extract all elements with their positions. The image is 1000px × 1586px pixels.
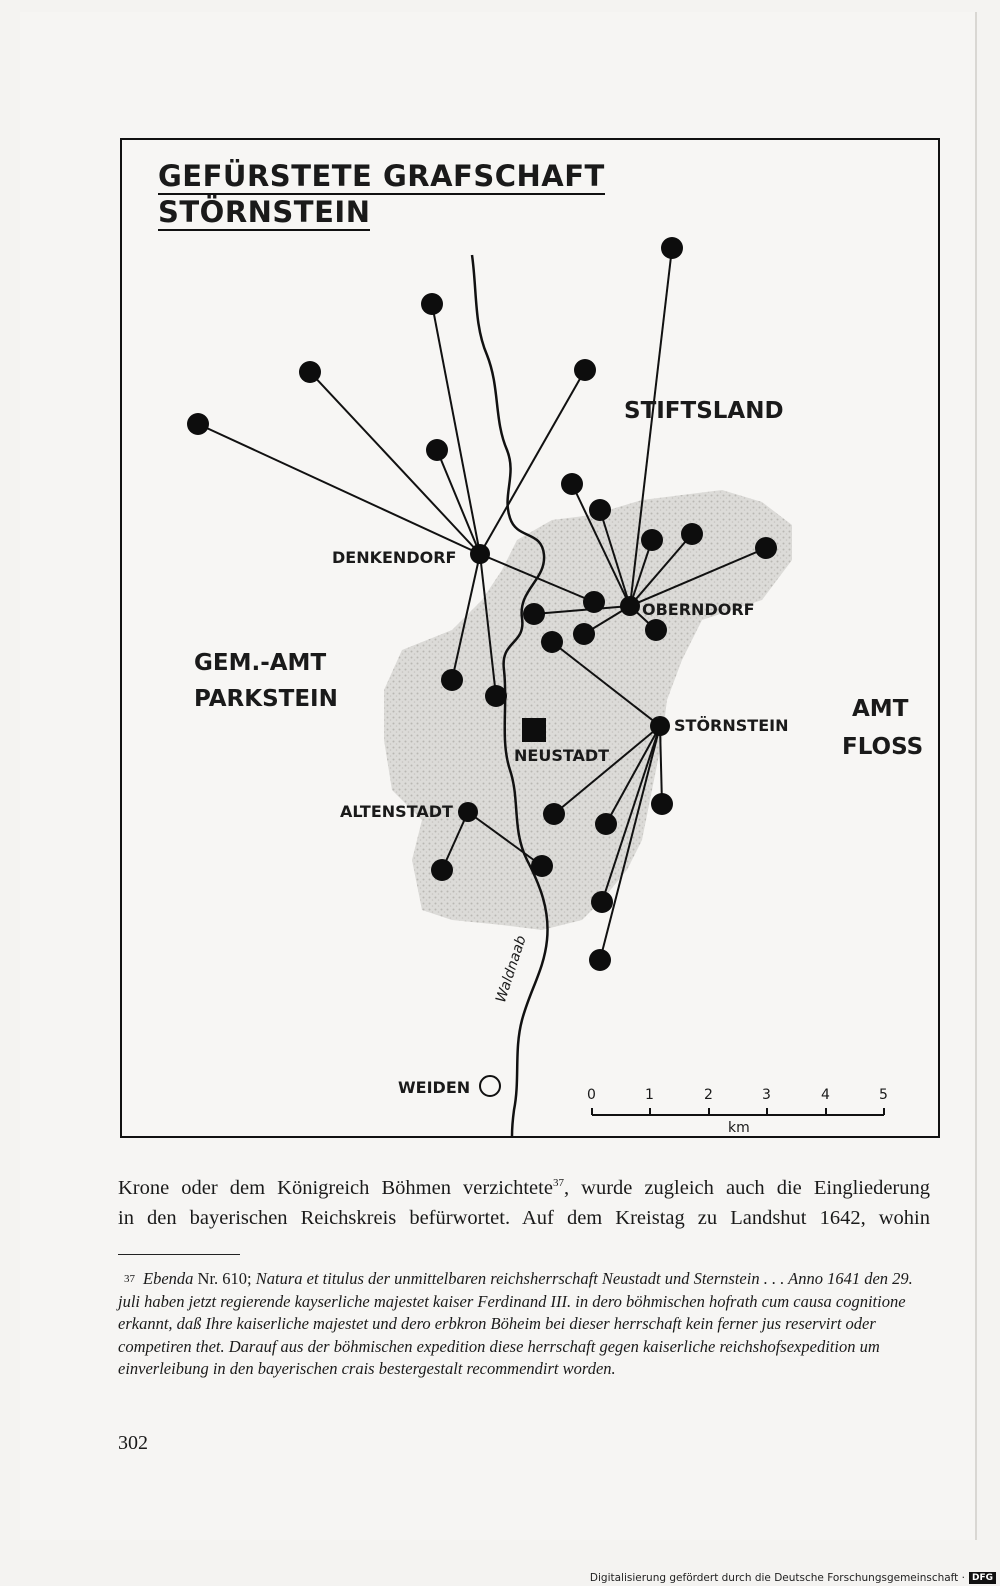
map-title-line2: STÖRNSTEIN (158, 195, 371, 229)
body-line-1: Krone oder dem Königreich Böhmen verzichtete$^{37}$, wurde zugleich auch die Eingliederung (118, 1176, 930, 1199)
village-dot-icon (574, 359, 596, 381)
scale-tick-4: 4 (821, 1087, 830, 1103)
connector-line-denkendorf-1 (310, 372, 480, 554)
village-dot-icon (755, 537, 777, 559)
scale-tick-2: 2 (704, 1087, 713, 1103)
hub-dot-icon-oberndorf (620, 596, 640, 616)
place-oberndorf: OBERNDORF (642, 600, 755, 619)
hub-dot-icon-altenstadt (458, 802, 478, 822)
village-dot-icon (573, 623, 595, 645)
credit-text: Digitalisierung gefördert durch die Deutsche Forschungsgemeinschaft · (589, 1572, 965, 1584)
village-dot-icon (641, 529, 663, 551)
scale-bar (592, 1108, 884, 1115)
map-title-line1: GEFÜRSTETE GRAFSCHAFT (158, 159, 605, 193)
footnote-number: 37 (124, 1273, 135, 1285)
scale-tick-5: 5 (879, 1087, 888, 1103)
village-dot-icon (543, 803, 565, 825)
village-dot-icon (589, 499, 611, 521)
neustadt-square-icon (522, 718, 546, 742)
village-dot-icon (661, 237, 683, 259)
connector-line-denkendorf-3 (437, 450, 480, 554)
village-dot-icon (531, 855, 553, 877)
place-denkendorf: DENKENDORF (332, 548, 457, 567)
hub-dot-icon-stoernstein (650, 716, 670, 736)
river-label-waldnaab: Waldnaab (493, 933, 530, 1005)
hub-dot-icon-denkendorf (470, 544, 490, 564)
map-figure (120, 138, 940, 1138)
village-dot-icon (561, 473, 583, 495)
region-floss: FLOSS (842, 734, 924, 760)
scale-unit: km (728, 1120, 750, 1136)
footnote-text: Natura et titulus der unmittelbaren reichsherrschaft Neustadt und Sternstein . . . Anno 1641 den 29. juli haben jetzt regierende kayserliche majestet kaiser Ferdinand III. in dero böhmischen hofrath cum causa cognitione erkannt, daß Ihre kaiserliche majestet und dero erbkron Böheim bei dieser herrschaft kein ferner jus reservirt oder competiren thet. Darauf aus der böhmischen expedition diese herrschaft gegen kaiserliche reichshofsexpedition um einverleibung in den bayerischen crais bestergestalt recommendirt worden. (118, 1269, 913, 1378)
body-line-2: in den bayerischen Reichskreis befürwortet. Auf dem Kreistag zu Landshut 1642, wohin (118, 1206, 930, 1229)
village-dot-icon (426, 439, 448, 461)
village-dot-icon (589, 949, 611, 971)
place-neustadt: NEUSTADT (514, 746, 610, 765)
village-dot-icon (651, 793, 673, 815)
page-number: 302 (118, 1432, 148, 1454)
village-dot-icon (431, 859, 453, 881)
village-dot-icon (591, 891, 613, 913)
village-dot-icon (485, 685, 507, 707)
footnote-divider (118, 1254, 240, 1255)
connector-line-denkendorf-0 (432, 304, 480, 554)
region-gem-amt: GEM.-AMT (194, 650, 327, 676)
village-dot-icon (421, 293, 443, 315)
scale-tick-1: 1 (645, 1087, 654, 1103)
footnote-37 (118, 1268, 930, 1381)
footnote-ref: 37 (552, 1177, 564, 1189)
body-paragraph (118, 1168, 930, 1233)
village-dot-icon (187, 413, 209, 435)
region-amt: AMT (852, 696, 909, 722)
footnote-ref-text: Nr. 610; (193, 1269, 256, 1288)
village-dot-icon (523, 603, 545, 625)
village-dot-icon (681, 523, 703, 545)
village-dot-icon (645, 619, 667, 641)
region-stiftsland: STIFTSLAND (624, 398, 784, 424)
village-dot-icon (541, 631, 563, 653)
scale-tick-3: 3 (762, 1087, 771, 1103)
village-dot-icon (583, 591, 605, 613)
region-parkstein: PARKSTEIN (194, 686, 338, 712)
village-dot-icon (299, 361, 321, 383)
map-graphic (122, 140, 938, 1136)
digitization-credit (590, 1572, 996, 1584)
footnote-lead: Ebenda (143, 1269, 194, 1288)
place-altenstadt: ALTENSTADT (340, 802, 453, 821)
scale-tick-0: 0 (587, 1087, 596, 1103)
place-stoernstein: STÖRNSTEIN (674, 716, 789, 735)
village-dot-icon (595, 813, 617, 835)
dfg-logo: DFG (969, 1572, 996, 1584)
village-dot-icon (441, 669, 463, 691)
weiden-open-circle-icon (480, 1076, 500, 1096)
place-weiden: WEIDEN (398, 1078, 471, 1097)
